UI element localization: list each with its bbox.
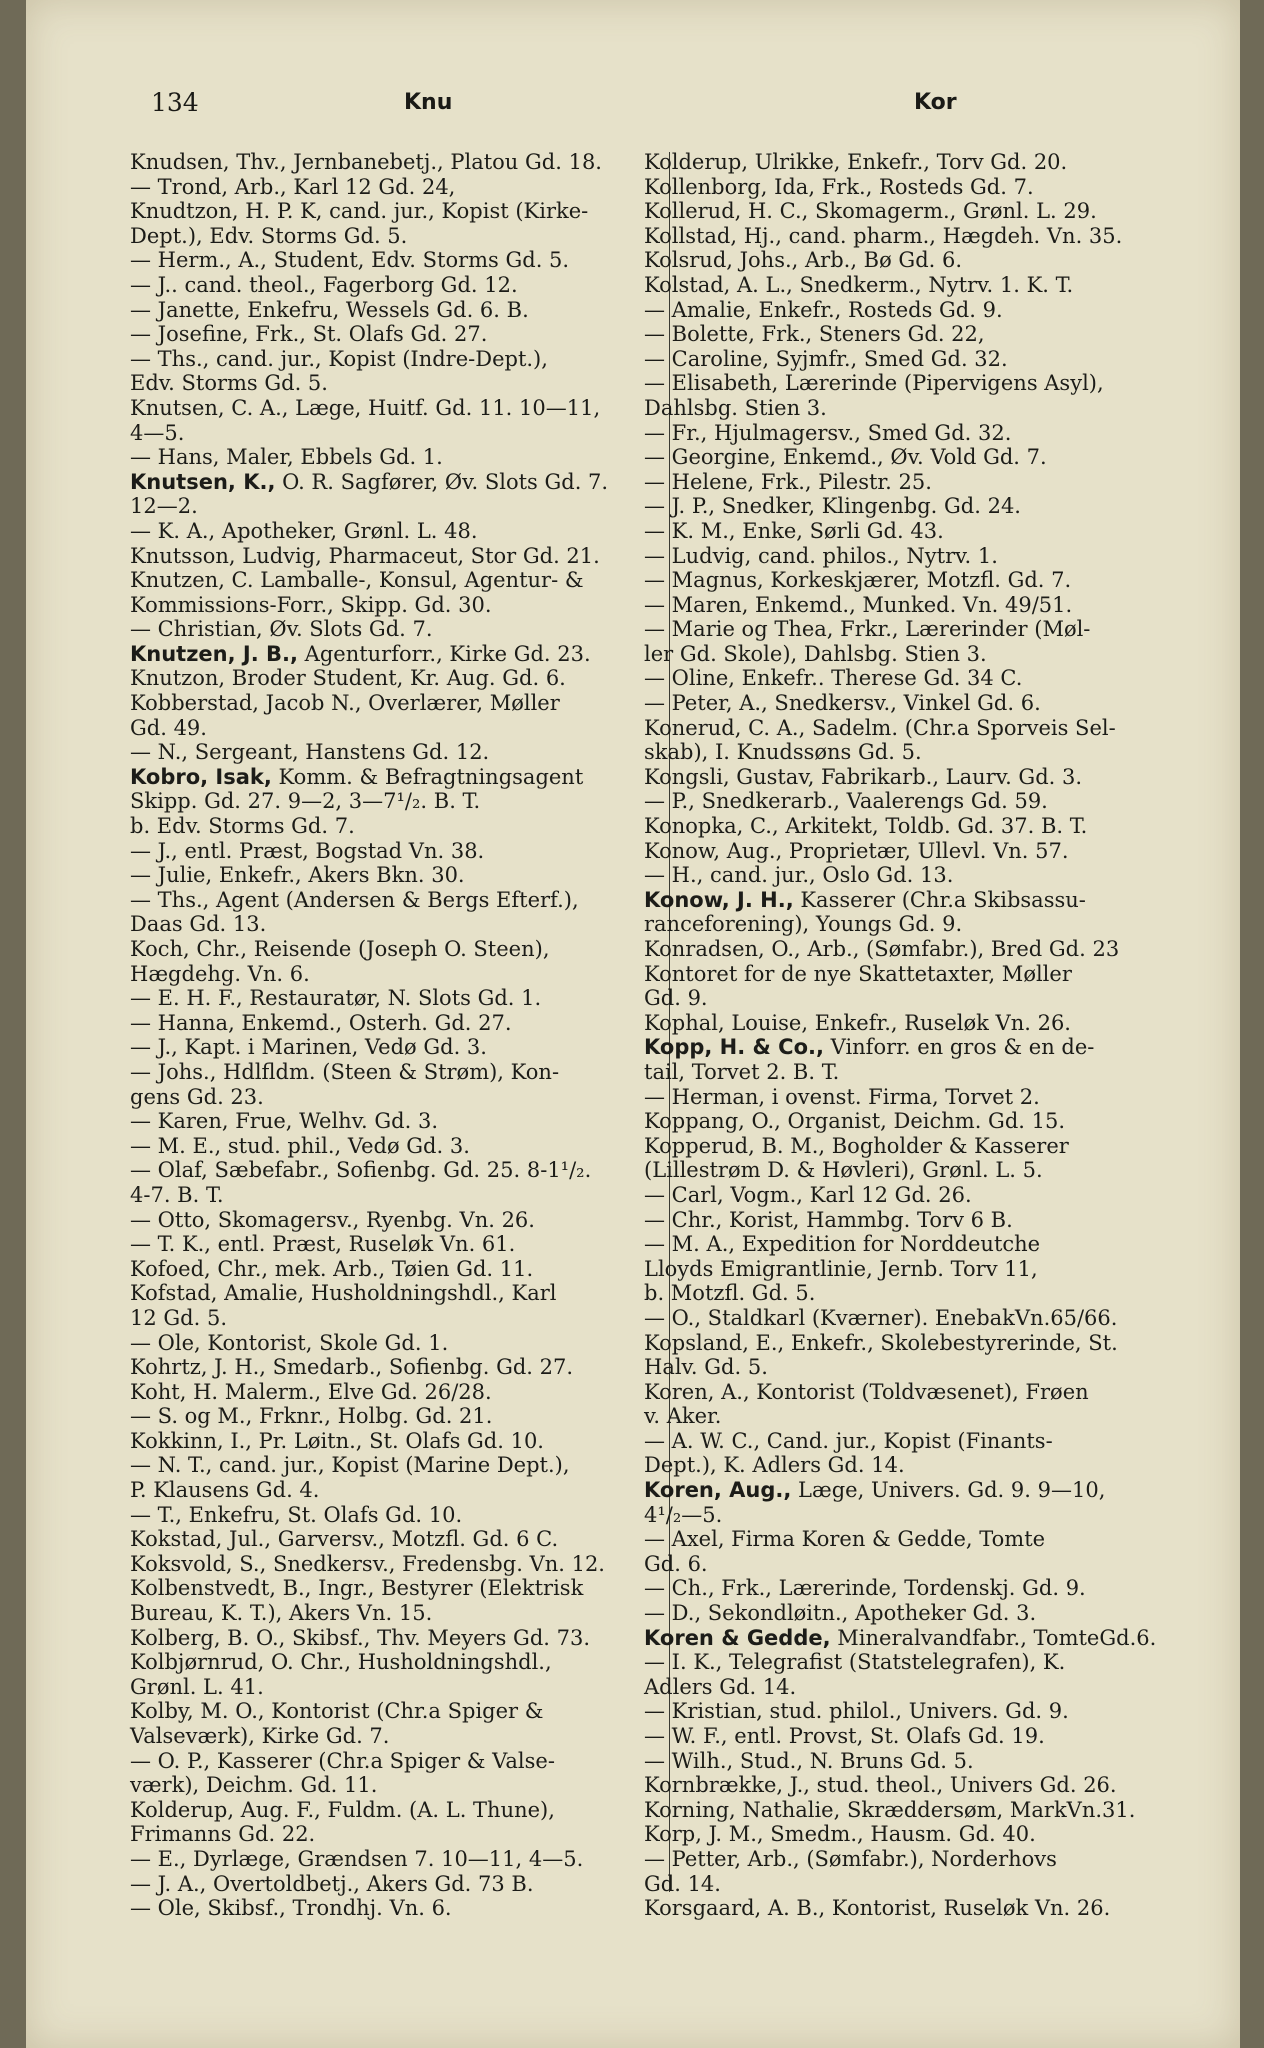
directory-entry-line: Kofoed, Chr., mek. Arb., Tøien Gd. 11. (130, 1256, 534, 1281)
directory-entry-line: skab), I. Knudssøns Gd. 5. (644, 740, 922, 765)
directory-entry-line: — J., entl. Præst, Bogstad Vn. 38. (130, 838, 485, 863)
directory-entry-line: Kommissions-Forr., Skipp. Gd. 30. (130, 592, 492, 617)
directory-entry-line: Koch, Chr., Reisende (Joseph O. Steen), (130, 937, 550, 961)
directory-entry-line: Kopsland, E., Enkefr., Skolebestyrerinde, St. (644, 1330, 1118, 1355)
directory-entry-line: — Fr., Hjulmagersv., Smed Gd. 32. (644, 420, 1012, 445)
directory-entry-line: Konradsen, O., Arb., (Sømfabr.), Bred Gd. 23 (644, 937, 1120, 961)
entry-rest: O. R. Sagfører, Øv. Slots Gd. 7. (275, 469, 609, 494)
directory-entry-line: Kongsli, Gustav, Fabrikarb., Laurv. Gd. 3. (644, 764, 1083, 789)
directory-entry-line: — N. T., cand. jur., Kopist (Marine Dept.), (130, 1453, 570, 1478)
directory-entry-line: — Olaf, Sæbefabr., Sofienbg. Gd. 25. 8-1¹/₂. (130, 1158, 592, 1183)
directory-entry-line: Koren, A., Kontorist (Toldvæsenet), Frøen (644, 1379, 1089, 1404)
directory-entry-line: Dept.), K. Adlers Gd. 14. (644, 1453, 905, 1478)
directory-entry-line: Konopka, C., Arkitekt, Toldb. Gd. 37. B. T. (644, 814, 1088, 839)
directory-entry-line: Dept.), Edv. Storms Gd. 5. (130, 223, 408, 248)
directory-entry-line: — Ludvig, cand. philos., Nytrv. 1. (644, 543, 998, 568)
directory-entry-line: Kohrtz, J. H., Smedarb., Sofienbg. Gd. 27. (130, 1355, 574, 1380)
directory-entry-line: gens Gd. 23. (130, 1084, 264, 1109)
directory-entry-line: 4—5. (130, 420, 185, 445)
directory-entry-line: — J. P., Snedker, Klingenbg. Gd. 24. (644, 494, 1021, 519)
page-number: 134 (151, 88, 199, 117)
directory-entry-line: Kokkinn, I., Pr. Løitn., St. Olafs Gd. 10. (130, 1428, 544, 1453)
directory-entry-line: Grønl. L. 41. (130, 1674, 264, 1699)
directory-entry-line: — Carl, Vogm., Karl 12 Gd. 26. (644, 1182, 972, 1207)
directory-entry-line: Kollerud, H. C., Skomagerm., Grønl. L. 29. (644, 199, 1097, 224)
page-header (26, 88, 1240, 128)
directory-entry-line: Gd. 6. (644, 1551, 708, 1576)
directory-entry-line: Lloyds Emigrantlinie, Jernb. Torv 11, (644, 1256, 1038, 1281)
directory-entry-line: Knutsson, Ludvig, Pharmaceut, Stor Gd. 21. (130, 543, 600, 568)
directory-entry-line: Korning, Nathalie, Skræddersøm, MarkVn.31. (644, 1797, 1136, 1822)
directory-entry-line: — J. A., Overtoldbetj., Akers Gd. 73 B. (130, 1871, 534, 1896)
right-running-head: Kor (914, 90, 957, 115)
directory-entry-line: 12 Gd. 5. (130, 1305, 228, 1330)
directory-entry-line: — Helene, Frk., Pilestr. 25. (644, 469, 932, 494)
directory-entry-line: v. Aker. (644, 1404, 722, 1429)
directory-entry-line: — Ths., cand. jur., Kopist (Indre-Dept.), (130, 346, 548, 371)
directory-entry-line: — K. M., Enke, Sørli Gd. 43. (644, 518, 944, 543)
directory-entry-line: Kolderup, Aug. F., Fuldm. (A. L. Thune), (130, 1797, 555, 1822)
directory-entry-line: — O. P., Kasserer (Chr.a Spiger & Valse- (130, 1748, 555, 1773)
directory-entry-line: — S. og M., Frknr., Holbg. Gd. 21. (130, 1404, 493, 1429)
directory-entry-line: — Johs., Hdlfldm. (Steen & Strøm), Kon- (130, 1059, 560, 1084)
directory-entry-line: Valseværk), Kirke Gd. 7. (130, 1724, 390, 1748)
directory-entry-line: — T., Enkefru, St. Olafs Gd. 10. (130, 1502, 463, 1527)
directory-entry-line (644, 1626, 1199, 1651)
directory-entry-line: b. Motzfl. Gd. 5. (644, 1281, 816, 1306)
directory-entry-line: Halv. Gd. 5. (644, 1355, 768, 1380)
directory-entry-line: Kollenborg, Ida, Frk., Rosteds Gd. 7. (644, 174, 1034, 199)
bold-firm-name: Knutsen, K., (130, 469, 276, 494)
directory-entry-line: — Maren, Enkemd., Munked. Vn. 49/51. (644, 592, 1073, 617)
bold-firm-name: Kobro, Isak, (130, 764, 272, 789)
left-running-head: Knu (404, 90, 453, 115)
directory-entry-line: — J.. cand. theol., Fagerborg Gd. 12. (130, 272, 518, 297)
directory-entry-line: — Wilh., Stud., N. Bruns Gd. 5. (644, 1748, 974, 1773)
directory-entry-line: — Ths., Agent (Andersen & Bergs Efterf.), (130, 887, 579, 912)
directory-entry-line: Gd. 14. (644, 1871, 721, 1896)
directory-entry-line: Kontoret for de nye Skattetaxter, Møller (644, 961, 1072, 986)
directory-entry-line: — N., Sergeant, Hanstens Gd. 12. (130, 740, 490, 765)
directory-entry-line: 4-7. B. T. (130, 1182, 224, 1207)
directory-entry-line: — Janette, Enkefru, Wessels Gd. 6. B. (130, 297, 529, 322)
directory-entry-line: Knudsen, Thv., Jernbanebetj., Platou Gd. 18. (130, 150, 602, 174)
directory-entry-line: Gd. 9. (644, 986, 708, 1011)
directory-entry-line: — Julie, Enkefr., Akers Bkn. 30. (130, 863, 465, 888)
entry-rest: Kasserer (Chr.a Skibsassu- (793, 887, 1086, 912)
directory-entry-line: — Kristian, stud. philol., Univers. Gd. 9. (644, 1699, 1069, 1724)
bold-firm-name: Konow, J. H., (644, 887, 794, 912)
directory-entry-line: — H., cand. jur., Oslo Gd. 13. (644, 863, 954, 888)
directory-entry-line: — I. K., Telegrafist (Statstelegrafen), K. (644, 1650, 1066, 1675)
directory-entry-line (644, 1478, 1199, 1503)
directory-entry-line: Korp, J. M., Smedm., Hausm. Gd. 40. (644, 1822, 1036, 1847)
bold-firm-name: Kopp, H. & Co., (644, 1035, 824, 1060)
directory-entry-line: — Ch., Frk., Lærerinde, Tordenskj. Gd. 9. (644, 1576, 1086, 1601)
directory-entry-line: Kolby, M. O., Kontorist (Chr.a Spiger & (130, 1699, 544, 1724)
directory-entry-line: — M. E., stud. phil., Vedø Gd. 3. (130, 1133, 470, 1158)
directory-entry-line: Daas Gd. 13. (130, 912, 267, 937)
directory-entry-line: — Bolette, Frk., Steners Gd. 22, (644, 322, 985, 347)
directory-entry-line (130, 470, 660, 495)
directory-entry-line (644, 1035, 1199, 1060)
directory-entry-line: — W. F., entl. Provst, St. Olafs Gd. 19. (644, 1724, 1045, 1748)
directory-entry-line: — Magnus, Korkeskjærer, Motzfl. Gd. 7. (644, 568, 1072, 593)
bold-firm-name: Koren & Gedde, (644, 1625, 831, 1650)
directory-entry-line: ler Gd. Skole), Dahlsbg. Stien 3. (644, 641, 987, 666)
directory-entry-line: — E. H. F., Restauratør, N. Slots Gd. 1. (130, 986, 542, 1011)
directory-entry-line: — Karen, Frue, Welhv. Gd. 3. (130, 1109, 439, 1134)
directory-entry-line: 4¹/₂—5. (644, 1502, 723, 1527)
entry-rest: Mineralvandfabr., TomteGd.6. (830, 1625, 1157, 1650)
directory-entry-line: Hægdehg. Vn. 6. (130, 961, 310, 986)
directory-entry-line: Koht, H. Malerm., Elve Gd. 26/28. (130, 1379, 492, 1404)
directory-entry-line: Konerud, C. A., Sadelm. (Chr.a Sporveis Sel- (644, 715, 1116, 740)
directory-entry-line: Knutsen, C. A., Læge, Huitf. Gd. 11. 10—11, (130, 395, 601, 420)
directory-entry-line: Bureau, K. T.), Akers Vn. 15. (130, 1601, 433, 1626)
directory-entry-line: Kolderup, Ulrikke, Enkefr., Torv Gd. 20. (644, 150, 1068, 174)
directory-entry-line: Adlers Gd. 14. (644, 1674, 797, 1699)
directory-entry-line: Kophal, Louise, Enkefr., Ruseløk Vn. 26. (644, 1010, 1071, 1035)
directory-entry-line: Kofstad, Amalie, Husholdningshdl., Karl (130, 1281, 557, 1306)
directory-entry-line: — Hanna, Enkemd., Osterh. Gd. 27. (130, 1010, 512, 1035)
directory-entry-line: Knutzon, Broder Student, Kr. Aug. Gd. 6. (130, 666, 566, 691)
entry-rest: Komm. & Befragtningsagent (271, 764, 584, 789)
bold-firm-name: Knutzen, J. B., (130, 641, 298, 666)
directory-entry-line: — Georgine, Enkemd., Øv. Vold Gd. 7. (644, 445, 1047, 470)
directory-entry-line: — Petter, Arb., (Sømfabr.), Norderhovs (644, 1846, 1057, 1871)
left-column (130, 150, 660, 1921)
directory-entry-line: — Peter, A., Snedkersv., Vinkel Gd. 6. (644, 691, 1041, 716)
directory-entry-line: Knudtzon, H. P. K, cand. jur., Kopist (Kirke- (130, 199, 589, 224)
directory-entry-line: — Christian, Øv. Slots Gd. 7. (130, 617, 433, 642)
directory-entry-line: Kolsrud, Johs., Arb., Bø Gd. 6. (644, 248, 963, 273)
bold-firm-name: Koren, Aug., (644, 1478, 792, 1503)
directory-entry-line: — P., Snedkerarb., Vaalerengs Gd. 59. (644, 789, 1048, 814)
directory-entry-line (130, 765, 660, 790)
directory-entry-line: Kolbenstvedt, B., Ingr., Bestyrer (Elektrisk (130, 1576, 584, 1601)
directory-entry-line: — Otto, Skomagersv., Ryenbg. Vn. 26. (130, 1207, 535, 1232)
directory-entry-line: (Lillestrøm D. & Høvleri), Grønl. L. 5. (644, 1158, 1043, 1183)
directory-entry-line: — K. A., Apotheker, Grønl. L. 48. (130, 518, 478, 543)
entry-rest: Læge, Univers. Gd. 9. 9—10, (791, 1478, 1106, 1503)
directory-entry-line: — Elisabeth, Lærerinde (Pipervigens Asyl), (644, 371, 1104, 396)
directory-entry-line (644, 888, 1199, 913)
directory-entry-line: værk), Deichm. Gd. 11. (130, 1773, 378, 1798)
directory-entry-line: Gd. 49. (130, 715, 207, 740)
directory-entry-line: Edv. Storms Gd. 5. (130, 371, 328, 396)
directory-entry-line: Dahlsbg. Stien 3. (644, 395, 827, 420)
right-column (644, 150, 1199, 1921)
directory-entry-line: — Marie og Thea, Frkr., Lærerinder (Møl- (644, 617, 1091, 642)
directory-entry-line: Skipp. Gd. 27. 9—2, 3—7¹/₂. B. T. (130, 789, 481, 814)
directory-entry-line: — Herm., A., Student, Edv. Storms Gd. 5. (130, 248, 570, 273)
directory-entry-line: Frimanns Gd. 22. (130, 1822, 316, 1847)
directory-entry-line (130, 642, 660, 667)
directory-entry-line: Kopperud, B. M., Bogholder & Kasserer (644, 1133, 1069, 1158)
directory-entry-line: — Caroline, Syjmfr., Smed Gd. 32. (644, 346, 1008, 371)
directory-entry-line: — A. W. C., Cand. jur., Kopist (Finants- (644, 1428, 1053, 1453)
directory-entry-line: — Hans, Maler, Ebbels Gd. 1. (130, 445, 443, 470)
directory-entry-line: Knutzen, C. Lamballe-, Konsul, Agentur- & (130, 568, 584, 593)
directory-entry-line: tail, Torvet 2. B. T. (644, 1059, 840, 1084)
directory-entry-line: Kobberstad, Jacob N., Overlærer, Møller (130, 691, 560, 716)
directory-entry-line: Koksvold, S., Snedkersv., Fredensbg. Vn. 12. (130, 1551, 605, 1576)
directory-entry-line: — O., Staldkarl (Kværner). EnebakVn.65/66. (644, 1305, 1118, 1330)
directory-entry-line: Kollstad, Hj., cand. pharm., Hægdeh. Vn. 35. (644, 223, 1123, 248)
directory-entry-line: Koppang, O., Organist, Deichm. Gd. 15. (644, 1109, 1066, 1134)
directory-entry-line: — Josefine, Frk., St. Olafs Gd. 27. (130, 322, 488, 347)
directory-entry-line: Kolstad, A. L., Snedkerm., Nytrv. 1. K. T. (644, 272, 1074, 297)
directory-entry-line: Kolbjørnrud, O. Chr., Husholdningshdl., (130, 1650, 552, 1675)
directory-entry-line: Konow, Aug., Proprietær, Ullevl. Vn. 57. (644, 838, 1069, 863)
directory-entry-line: P. Klausens Gd. 4. (130, 1478, 320, 1503)
directory-entry-line: — Trond, Arb., Karl 12 Gd. 24, (130, 174, 456, 199)
directory-entry-line: ranceforening), Youngs Gd. 9. (644, 912, 963, 937)
directory-entry-line: Kokstad, Jul., Garversv., Motzfl. Gd. 6 C. (130, 1527, 559, 1552)
directory-entry-line: — Herman, i ovenst. Firma, Torvet 2. (644, 1084, 1040, 1109)
directory-entry-line: — D., Sekondløitn., Apotheker Gd. 3. (644, 1601, 1037, 1626)
entry-rest: Vinforr. en gros & en de- (823, 1035, 1095, 1060)
directory-entry-line: — J., Kapt. i Marinen, Vedø Gd. 3. (130, 1035, 487, 1060)
directory-entry-line: — Amalie, Enkefr., Rosteds Gd. 9. (644, 297, 1003, 322)
directory-entry-line: — Ole, Kontorist, Skole Gd. 1. (130, 1330, 449, 1355)
directory-entry-line: — Ole, Skibsf., Trondhj. Vn. 6. (130, 1896, 452, 1921)
directory-entry-line: — E., Dyrlæge, Grændsen 7. 10—11, 4—5. (130, 1846, 584, 1871)
directory-entry-line: — Chr., Korist, Hammbg. Torv 6 B. (644, 1207, 1013, 1232)
directory-entry-line: — T. K., entl. Præst, Ruseløk Vn. 61. (130, 1232, 516, 1257)
directory-entry-line: — M. A., Expedition for Norddeutche (644, 1232, 1041, 1257)
entry-rest: Agenturforr., Kirke Gd. 23. (297, 641, 591, 666)
directory-entry-line: — Oline, Enkefr.. Therese Gd. 34 C. (644, 666, 1023, 691)
directory-entry-line: — Axel, Firma Koren & Gedde, Tomte (644, 1527, 1046, 1552)
directory-entry-line: 12—2. (130, 494, 198, 519)
directory-entry-line: Kolberg, B. O., Skibsf., Thv. Meyers Gd. 73. (130, 1625, 591, 1650)
directory-entry-line: Kornbrække, J., stud. theol., Univers Gd. 26. (644, 1773, 1117, 1798)
directory-entry-line: b. Edv. Storms Gd. 7. (130, 814, 355, 839)
directory-entry-line: Korsgaard, A. B., Kontorist, Ruseløk Vn. 26. (644, 1896, 1111, 1921)
